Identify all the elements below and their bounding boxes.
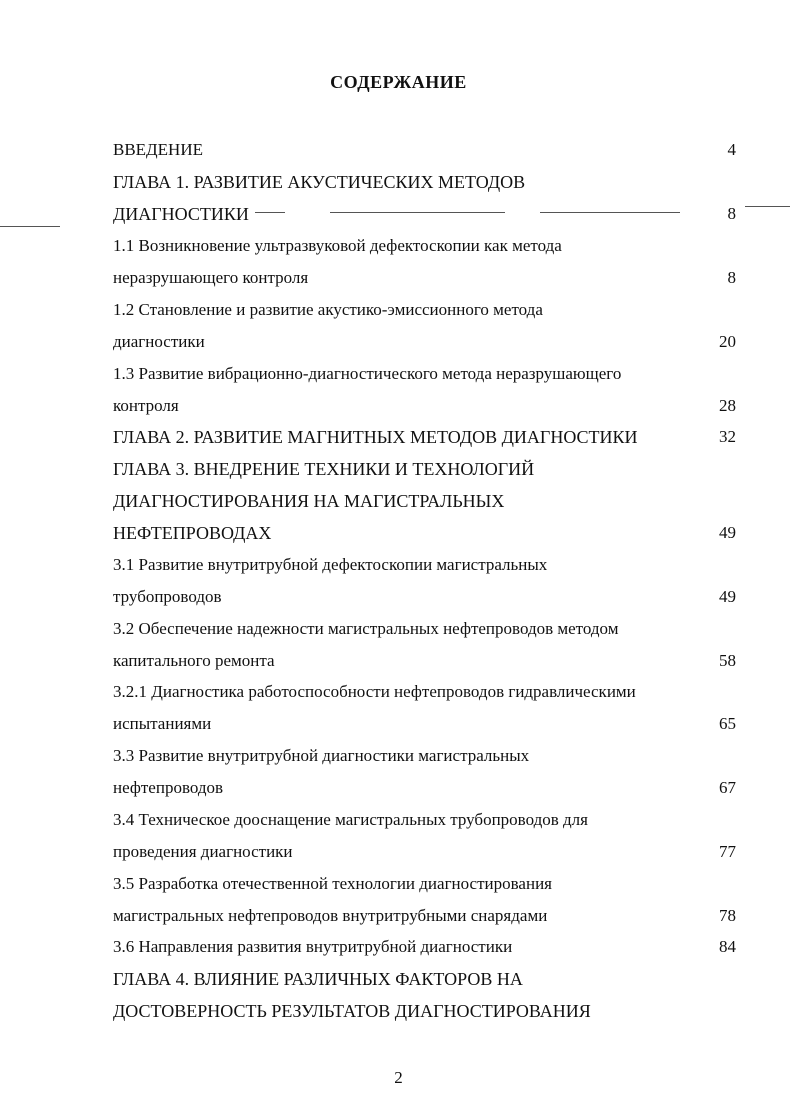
toc-entry-3-4: 3.4 Техническое дооснащение магистральных трубопроводов для [113,810,588,829]
scan-artifact-line [0,226,60,227]
toc-entry-3-6: 3.6 Направления развития внутритрубной диагностики [113,937,513,956]
toc-entry-3-3: 3.3 Развитие внутритрубной диагностики магистральных [113,746,530,765]
scan-artifact-line [255,212,285,213]
toc-entry-3-1-cont: трубопроводов [113,587,222,606]
toc-page-chapter-2: 32 [719,427,736,446]
toc-page-3-2-1: 65 [719,714,736,733]
toc-page-chapter-3: 49 [719,523,736,542]
toc-entry-chapter-3-cont2: НЕФТЕПРОВОДАХ [113,523,272,543]
toc-entry-1-3: 1.3 Развитие вибрационно-диагностического метода неразрушающего [113,364,622,383]
toc-entry-3-5-cont: магистральных нефтепроводов внутритрубными снарядами [113,906,548,925]
toc-entry-chapter-1-cont: ДИАГНОСТИКИ [113,204,249,224]
toc-page-3-2: 58 [719,651,736,670]
toc-entry-chapter-1: ГЛАВА 1. РАЗВИТИЕ АКУСТИЧЕСКИХ МЕТОДОВ [113,172,526,192]
toc-entry-1-3-cont: контроля [113,396,179,415]
toc-entry-chapter-2: ГЛАВА 2. РАЗВИТИЕ МАГНИТНЫХ МЕТОДОВ ДИАГНОСТИКИ [113,427,638,447]
toc-entry-1-1: 1.1 Возникновение ультразвуковой дефектоскопии как метода [113,236,562,255]
toc-entry-1-1-cont: неразрушающего контроля [113,268,309,287]
scan-artifact-line [540,212,680,213]
toc-entry-3-5: 3.5 Разработка отечественной технологии диагностирования [113,874,552,893]
page-number: 2 [394,1068,403,1087]
toc-entry-3-1: 3.1 Развитие внутритрубной дефектоскопии магистральных [113,555,548,574]
toc-entry-chapter-4-cont: ДОСТОВЕРНОСТЬ РЕЗУЛЬТАТОВ ДИАГНОСТИРОВАНИЯ [113,1001,591,1021]
toc-entry-chapter-4: ГЛАВА 4. ВЛИЯНИЕ РАЗЛИЧНЫХ ФАКТОРОВ НА [113,969,523,989]
toc-page-1-1: 8 [727,268,736,287]
toc-page-1-3: 28 [719,396,736,415]
toc-entry-3-2-cont: капитального ремонта [113,651,275,670]
toc-entry-chapter-3: ГЛАВА 3. ВНЕДРЕНИЕ ТЕХНИКИ И ТЕХНОЛОГИЙ [113,459,535,479]
toc-entry-1-2-cont: диагностики [113,332,205,351]
toc-page-3-6: 84 [719,937,736,956]
toc-page-3-3: 67 [719,778,736,797]
toc-entry-chapter-3-cont: ДИАГНОСТИРОВАНИЯ НА МАГИСТРАЛЬНЫХ [113,491,505,511]
toc-page-3-4: 77 [719,842,736,861]
toc-entry-intro: ВВЕДЕНИЕ [113,140,203,159]
toc-title: СОДЕРЖАНИЕ [330,72,467,92]
scan-artifact-line [745,206,790,207]
toc-page-3-5: 78 [719,906,736,925]
toc-entry-3-2-1: 3.2.1 Диагностика работоспособности нефтепроводов гидравлическими [113,682,636,701]
toc-entry-3-2-1-cont: испытаниями [113,714,212,733]
scan-artifact-line [330,212,505,213]
toc-entry-3-3-cont: нефтепроводов [113,778,224,797]
toc-page-chapter-1: 8 [727,204,736,223]
toc-entry-1-2: 1.2 Становление и развитие акустико-эмиссионного метода [113,300,543,319]
toc-page-3-1: 49 [719,587,736,606]
toc-entry-3-4-cont: проведения диагностики [113,842,293,861]
toc-entry-3-2: 3.2 Обеспечение надежности магистральных нефтепроводов методом [113,619,619,638]
toc-page-intro: 4 [727,140,736,159]
toc-page-1-2: 20 [719,332,736,351]
